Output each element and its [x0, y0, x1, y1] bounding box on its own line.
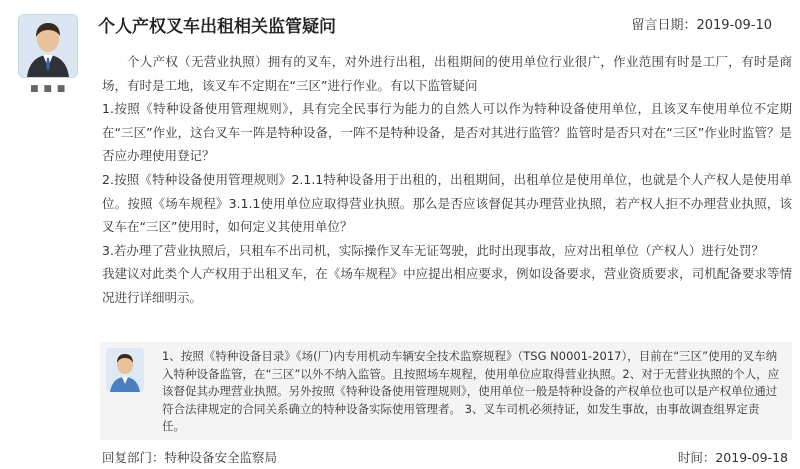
question-intro: 个人产权（无营业执照）拥有的叉车，对外进行出租，出租期间的使用单位行业很广，作业范围有时是工厂，有时是商场，有时是工地，该叉车不定期在“三区”进行作业。有以下监管疑问 — [102, 54, 792, 93]
question-title: 个人产权叉车出租相关监管疑问 — [98, 17, 336, 37]
reply-avatar — [106, 348, 144, 392]
reply-time: 时间：2019-09-18 — [677, 450, 788, 465]
reply-department: 回复部门：特种设备安全监察局 — [102, 450, 278, 465]
reply-text: 1、按照《特种设备目录》《场(厂)内专用机动车辆安全技术监察规程》（TSG N0001-2017），目前在“三区”使用的叉车纳入特种设备监管，在“三区”以外不纳入监管。且按照场车规程，使用单位应取得营业执照。2、对于无营业执照的个人，应该督促其办理营业执照。另外按照《特种设备使用管理规则》，使用单位一般是特种设备的产权单位也可以是产权单位通过符合法律规定的合同关系确立的特种设备实际使用管理者。 3、叉车司机必须持证，如发生事故，由事故调查组界定责任。 — [162, 349, 780, 433]
question-suggestion: 我建议对此类个人产权用于出租叉车，在《场车规程》中应提出相应要求，例如设备要求，营业资质要求，司机配备要求等情况进行详细明示。 — [102, 266, 792, 305]
question-date: 留言日期：2019-09-10 — [631, 18, 772, 33]
user-icon — [19, 15, 77, 77]
question-item-3: 3.若办理了营业执照后，只租车不出司机，实际操作叉车无证驾驶，此时出现事故，应对出租单位（产权人）进行处罚？ — [102, 242, 764, 258]
question-body — [102, 50, 792, 310]
question-item-2: 2.按照《特种设备使用管理规则》2.1.1特种设备用于出租的，出租期间，出租单位是使用单位，也就是个人产权人是使用单位。按照《场车规程》3.1.1使用单位应取得营业执照。那么是否应该督促其办理营业执照，若产权人拒不办理营业执照，该叉车在“三区”使用时，如何定义其使用单位？ — [102, 171, 792, 235]
staff-icon — [106, 348, 144, 392]
asker-avatar — [18, 14, 78, 78]
question-item-1: 1.按照《特种设备使用管理规则》，具有完全民事行为能力的自然人可以作为特种设备使用单位，且该叉车使用单位不定期在“三区”作业，这台叉车一阵是特种设备，一阵不是特种设备，是否对其进行监管？监管时是否只对在“三区”作业时监管？是否应办理使用登记？ — [102, 101, 792, 164]
asker-name: ■ ■ ■ — [30, 84, 67, 94]
reply-box — [100, 342, 792, 440]
